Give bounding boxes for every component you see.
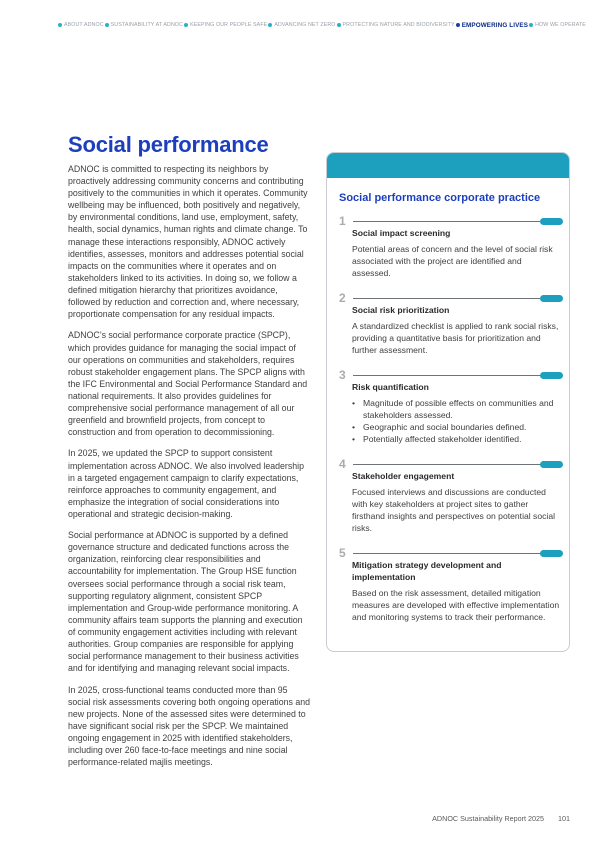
nav-item-label: SUSTAINABILITY AT ADNOC — [110, 22, 184, 28]
step-heading: Mitigation strategy development and implementation — [352, 560, 502, 582]
panel-header-band — [327, 153, 569, 178]
nav-item-label: ABOUT ADNOC — [64, 22, 104, 28]
step-marker-icon — [540, 295, 563, 302]
step-divider — [353, 298, 541, 299]
page-title: Social performance — [68, 132, 269, 157]
step-divider — [353, 221, 541, 222]
section-navigation — [58, 20, 586, 30]
nav-item-about-adnoc[interactable] — [58, 22, 104, 28]
step-number: 3 — [339, 368, 346, 382]
page-number: 101 — [558, 814, 570, 823]
nav-item-how-we-operate[interactable] — [529, 22, 586, 28]
nav-item-sustainability-at-adnoc[interactable] — [105, 22, 183, 28]
body-text — [68, 163, 311, 777]
nav-dot-icon — [184, 23, 188, 27]
step-bullet-list — [352, 397, 560, 445]
step-description: A standardized checklist is applied to rank social risks, providing a quantitative basis for prioritization and further assessment. — [352, 321, 559, 355]
step-description: Based on the risk assessment, detailed mitigation measures are developed with effective implementation and monitoring systems to track their performance. — [352, 588, 560, 622]
panel-title: Social performance corporate practice — [339, 192, 541, 204]
nav-dot-icon — [337, 23, 341, 27]
step-number: 4 — [339, 457, 346, 471]
step-marker-icon — [540, 218, 563, 225]
nav-item-keeping-our-people-safe[interactable] — [184, 22, 267, 28]
step-heading: Social impact screening — [352, 228, 451, 238]
nav-item-label: PROTECTING NATURE AND BIODIVERSITY — [342, 22, 455, 28]
body-paragraph: Social performance at ADNOC is supported by a defined governance structure and dedicated functions across the organization, reinforcing clear responsibilities and accountability for implementation. The Group HSE function oversees social performance through a social risk team, supporting regulatory alignment, consistent SPCP implementation and Group-wide performance monitoring. A community affairs team supports the planning and execution of community engagement activities including with relevant authorities. Group companies are responsible for applying social performance management to their business activities and for identifying and managing relevant social impacts. — [68, 530, 303, 674]
nav-dot-icon — [268, 23, 272, 27]
nav-item-advancing-net-zero[interactable] — [268, 22, 335, 28]
step-description: Focused interviews and discussions are conducted with key stakeholders at project sites to gather firsthand insights and perspectives on potential social risks. — [352, 487, 556, 533]
step-heading: Social risk prioritization — [352, 305, 450, 315]
step-divider — [353, 553, 541, 554]
nav-item-label: KEEPING OUR PEOPLE SAFE — [190, 22, 268, 28]
list-item: • Geographic and social boundaries defined. — [352, 421, 560, 433]
body-paragraph: ADNOC’s social performance corporate practice (SPCP), which provides guidance for managing the social impact of our operations on communities and stakeholders, requires robust stakeholder engagement plans. The SPCP aligns with the IFC Environmental and Social Performance Standard and national requirements. It also provides guidelines for comprehensive social performance management of all our greenfield and brownfield projects, from concept to construction and from operation to decommissioning. — [68, 330, 308, 438]
page-footer — [432, 814, 570, 823]
nav-item-label: ADVANCING NET ZERO — [274, 22, 336, 28]
nav-item-label: EMPOWERING LIVES — [461, 21, 529, 29]
nav-dot-icon — [529, 23, 533, 27]
step-divider — [353, 375, 541, 376]
list-item: • Potentially affected stakeholder identified. — [352, 433, 560, 445]
nav-dot-icon — [105, 23, 109, 27]
step-heading: Stakeholder engagement — [352, 471, 455, 481]
step-marker-icon — [540, 550, 563, 557]
body-paragraph: In 2025, we updated the SPCP to support consistent implementation across ADNOC. We also involved leadership in a targeted engagement campaign to clarify expectations, reinforce approaches to community engagement, and emphasize the integration of social considerations into operational and strategic decision-making. — [68, 448, 304, 519]
practice-panel — [326, 152, 570, 652]
step-number: 2 — [339, 291, 346, 305]
list-item: • Magnitude of possible effects on communities and stakeholders assessed. — [352, 397, 560, 421]
step-marker-icon — [540, 372, 563, 379]
body-paragraph: ADNOC is committed to respecting its neighbors by proactively addressing community concerns and contributing positively to the communities in which it operates. Community wellbeing may be influenced, both positively and negatively, by environmental conditions, land use, employment, safety, health, social dynamics, human rights and climate change. To manage these interactions responsibly, ADNOC actively identifies, assesses, monitors and addresses potential social impacts on the communities where it operates and on stakeholders linked to its activities. In doing so, we follow a defined mitigation hierarchy that prioritizes avoidance, followed by reduction and correction and, where necessary, proportionate compensation for any residual impacts. — [68, 164, 308, 320]
step-number: 1 — [339, 214, 346, 228]
step-description: Potential areas of concern and the level of social risk associated with the project are identified and assessed. — [352, 244, 553, 278]
step-number: 5 — [339, 546, 346, 560]
step-divider — [353, 464, 541, 465]
step-heading: Risk quantification — [352, 382, 429, 392]
nav-dot-icon — [456, 23, 460, 27]
nav-item-label: HOW WE OPERATE — [535, 22, 586, 28]
nav-dot-icon — [58, 23, 62, 27]
body-paragraph: In 2025, cross-functional teams conducted more than 95 social risk assessments covering both ongoing operations and new projects. None of the assessed sites were determined to have significant social risk per the SPCP. We maintained ongoing engagement in 2025 with identified stakeholders, including over 260 face-to-face meetings and nine social performance-related majlis meetings. — [68, 684, 311, 768]
report-name: ADNOC Sustainability Report 2025 — [432, 814, 544, 823]
nav-item-empowering-lives[interactable] — [456, 22, 528, 29]
nav-item-protecting-nature[interactable] — [337, 22, 455, 28]
step-marker-icon — [540, 461, 563, 468]
